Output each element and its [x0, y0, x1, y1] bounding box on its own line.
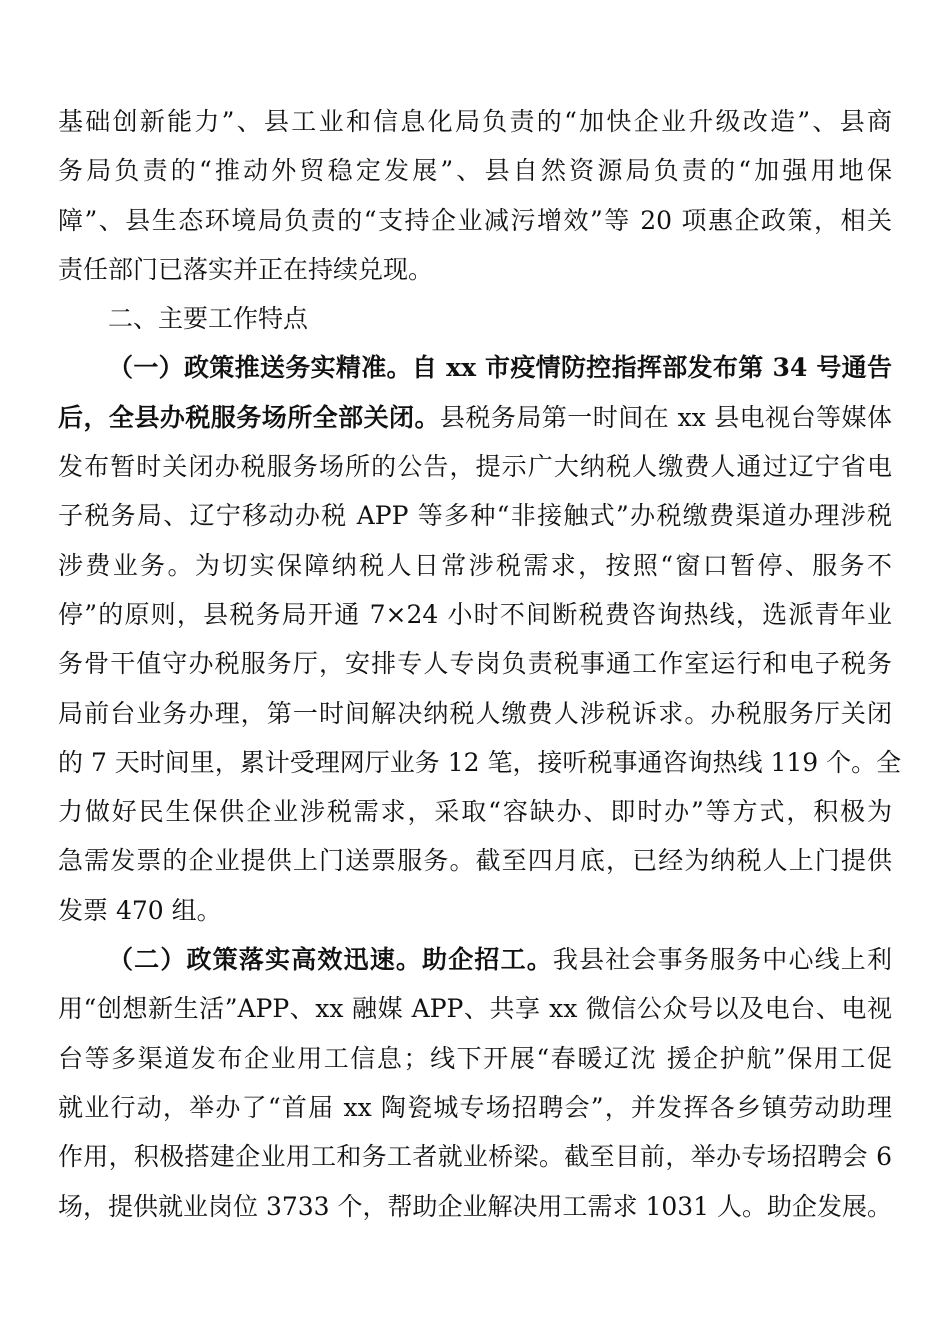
text-line: 台等多渠道发布企业用工信息；线下开展“春暖辽沈 援企护航”保用工促 [58, 1043, 892, 1073]
text-line: 场，提供就业岗位 3733 个，帮助企业解决用工需求 1031 人。助企发展。 [58, 1191, 893, 1221]
line-continuation: 我县社会事务服务中心线上利 [552, 945, 892, 975]
text-line [58, 935, 892, 984]
text-line: 用“创想新生活”APP、xx 融媒 APP、共享 xx 微信公众号以及电台、电视 [58, 994, 892, 1024]
text-line: 局前台业务办理，第一时间解决纳税人缴费人涉税诉求。办税服务厅关闭 [58, 698, 892, 728]
paragraph-employment [58, 935, 892, 1231]
text-line: 责任部门已落实并正在持续兑现。 [58, 254, 434, 284]
text-line: 发布暂时关闭办税服务场所的公告，提示广大纳税人缴费人通过辽宁省电 [58, 452, 892, 482]
text-line: 务局负责的“推动外贸稳定发展”、县自然资源局负责的“加强用地保 [58, 156, 892, 186]
bold-lead-text: 后，全县办税服务场所全部关闭。 [58, 402, 440, 432]
text-line: 发票 470 组。 [58, 895, 222, 925]
text-line: 就业行动，举办了“首届 xx 陶瓷城专场招聘会”，并发挥各乡镇劳动助理 [58, 1092, 892, 1122]
text-line [58, 393, 892, 442]
text-line: 涉费业务。为切实保障纳税人日常涉税需求，按照“窗口暂停、服务不 [58, 550, 892, 580]
text-line: 急需发票的企业提供上门送票服务。截至四月底，已经为纳税人上门提供 [58, 846, 892, 876]
paragraph-tax-service [58, 343, 902, 935]
document-page [58, 97, 902, 1231]
text-line: 的 7 天时间里，累计受理网厅业务 12 笔，接听税事通咨询热线 119 个。全 [58, 747, 902, 777]
text-line: 务骨干值守办税服务厅，安排专人专岗负责税事通工作室运行和电子税务 [58, 649, 892, 679]
text-line: 作用，积极搭建企业用工和务工者就业桥梁。截至目前，举办专场招聘会 6 [58, 1142, 892, 1172]
text-line: 停”的原则，县税务局开通 7×24 小时不间断税费咨询热线，选派青年业 [58, 599, 892, 629]
text-line: 子税务局、辽宁移动办税 APP 等多种“非接触式”办税缴费渠道办理涉税 [58, 501, 892, 531]
paragraph-policy-list [58, 97, 892, 294]
text-line: 基础创新能力”、县工业和信息化局负责的“加快企业升级改造”、县商 [58, 107, 892, 136]
line-continuation: 县税务局第一时间在 xx 县电视台等媒体 [439, 402, 892, 432]
subsection-heading: （一）政策推送务实精准。自 xx 市疫情防控指挥部发布第 34 号通告 [108, 353, 892, 383]
subsection-heading: （二）政策落实高效迅速。助企招工。 [108, 945, 553, 975]
text-line: 力做好民生保供企业涉税需求，采取“容缺办、即时办”等方式，积极为 [58, 797, 892, 827]
text-line: 障”、县生态环境局负责的“支持企业减污增效”等 20 项惠企政策，相关 [58, 205, 892, 235]
section-heading: 二、主要工作特点 [108, 304, 309, 334]
